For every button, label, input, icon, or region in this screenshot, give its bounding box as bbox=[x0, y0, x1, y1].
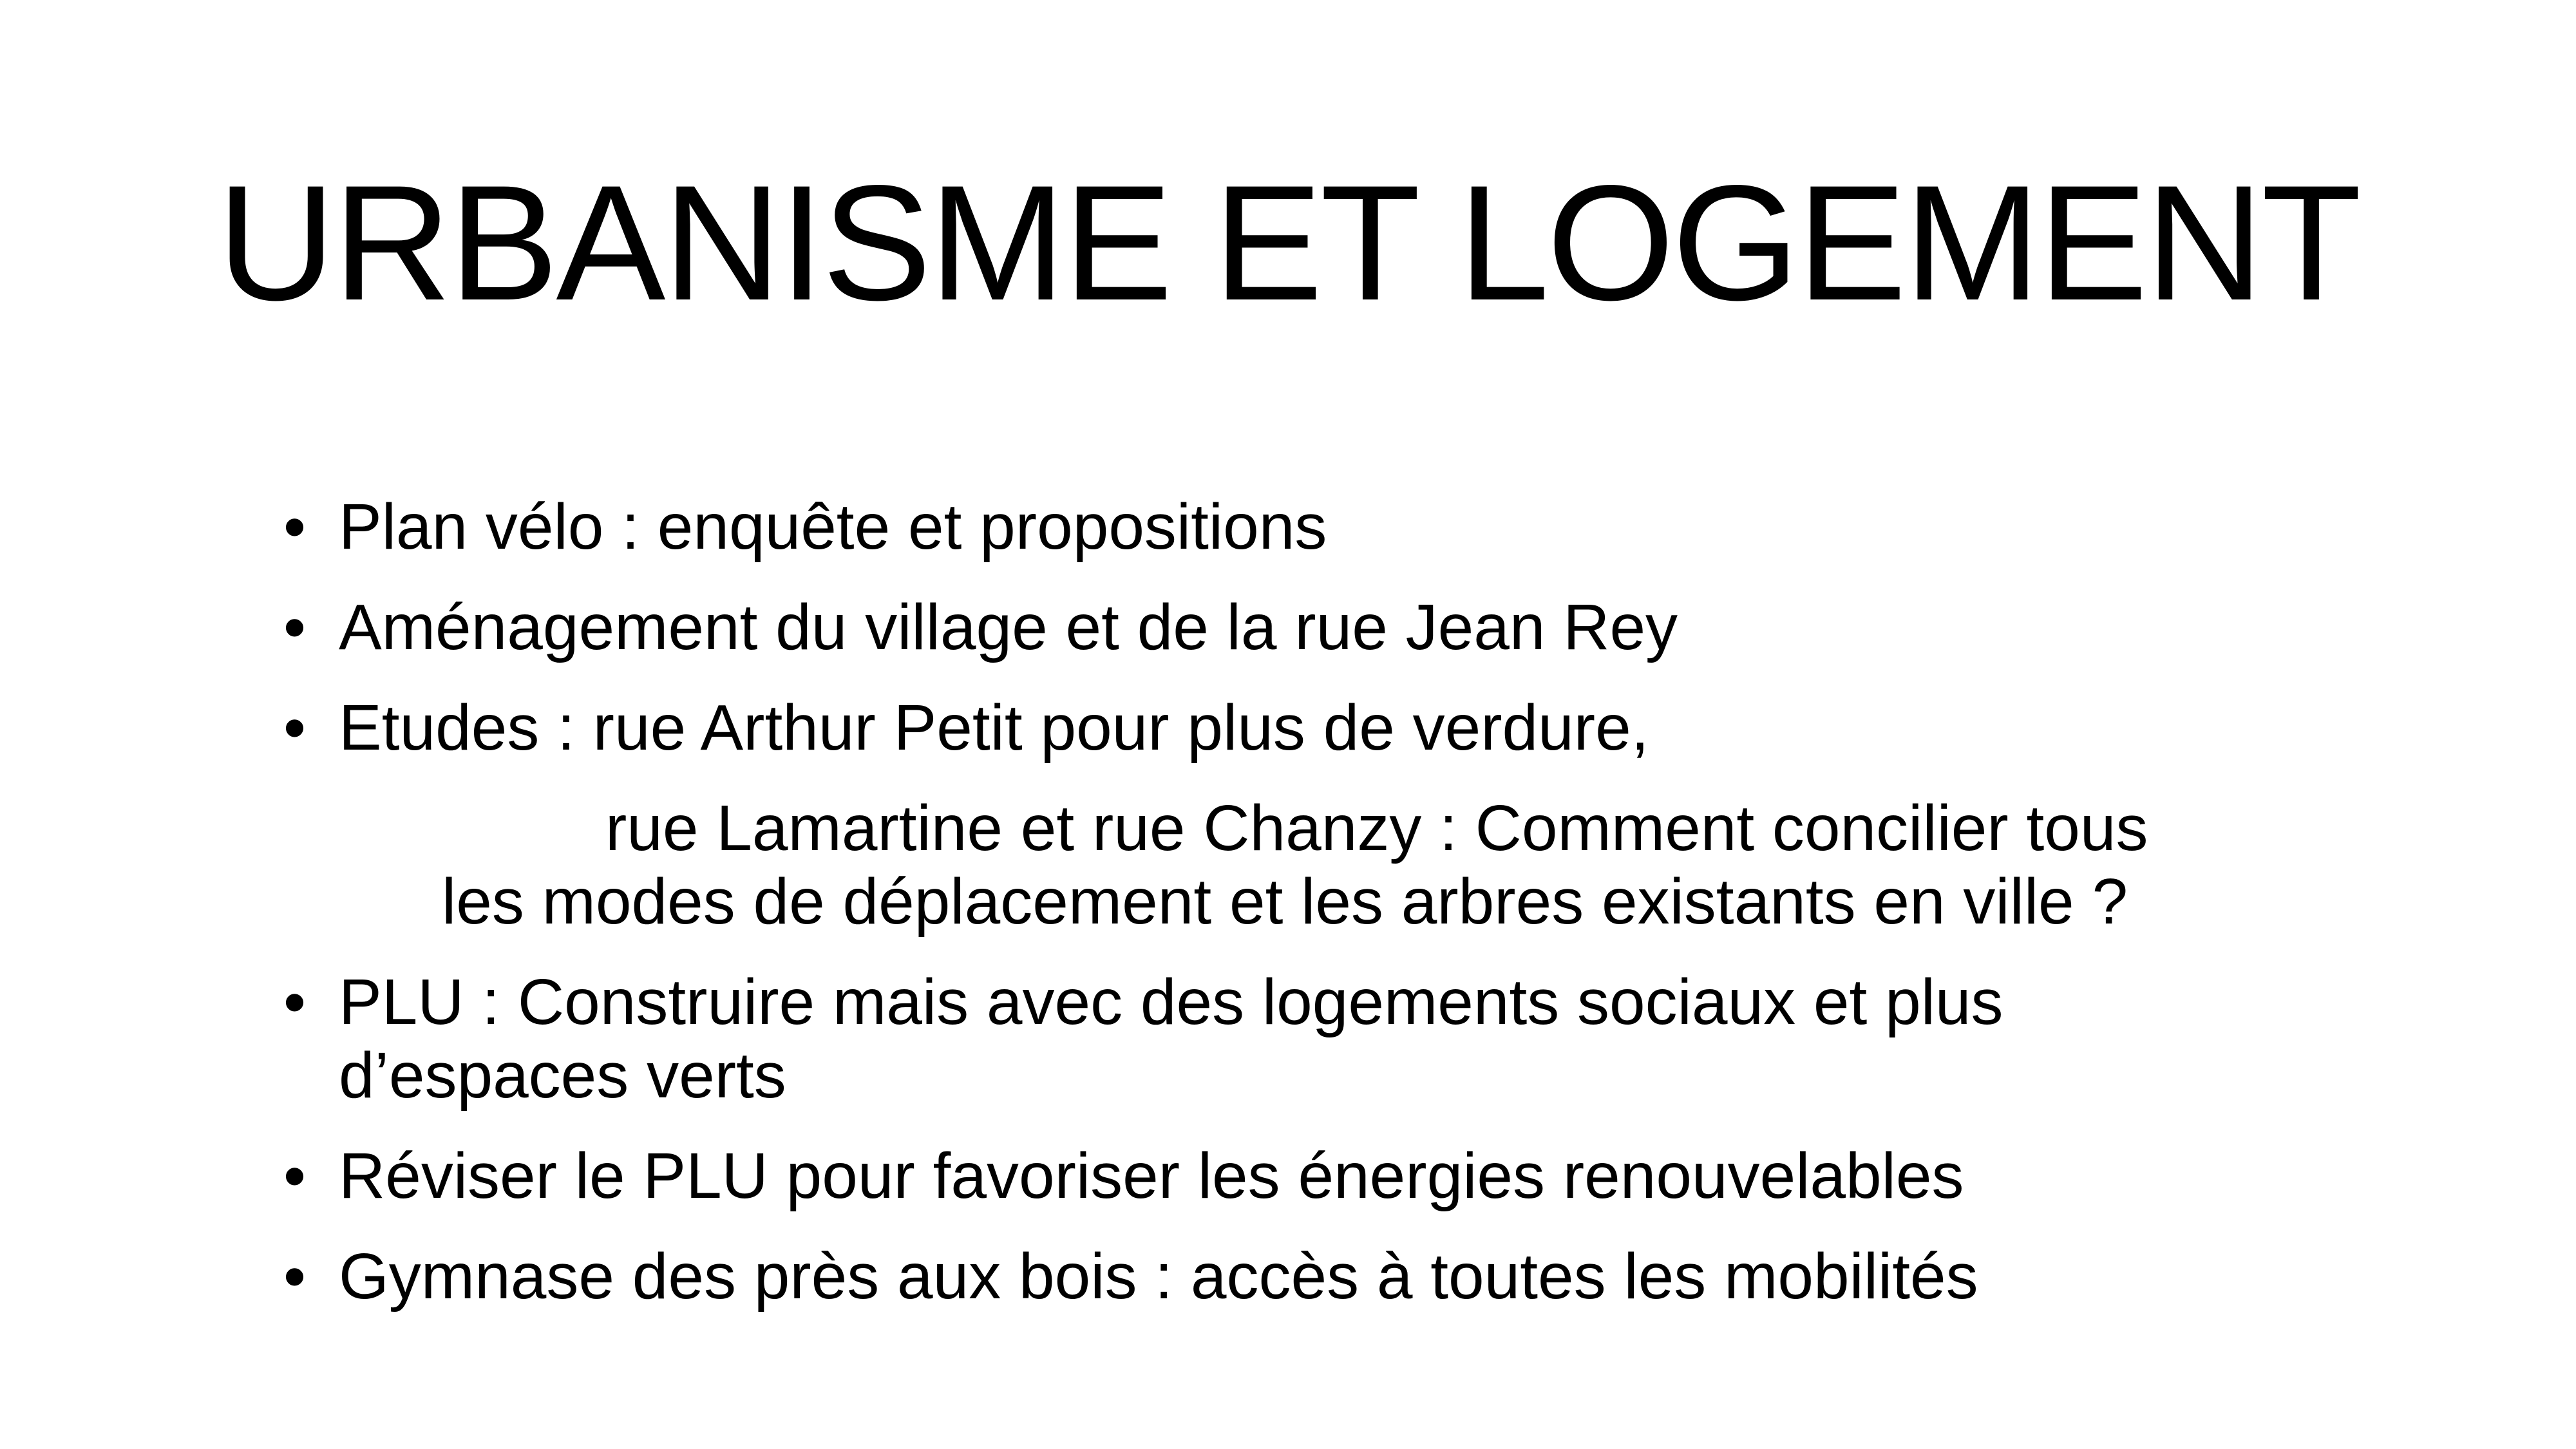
bullet-text: PLU : Construire mais avec des logements sociaux et plus bbox=[339, 966, 2003, 1038]
bullet-continuation: rue Lamartine et rue Chanzy : Comment concilier tous bbox=[605, 792, 2148, 864]
bullet-icon: • bbox=[283, 591, 307, 663]
bullet-continuation: d’espaces verts bbox=[339, 1039, 786, 1112]
bullet-icon: • bbox=[283, 692, 307, 764]
bullet-icon: • bbox=[283, 491, 307, 563]
bullet-icon: • bbox=[283, 1140, 307, 1212]
bullet-icon: • bbox=[283, 1240, 307, 1312]
bullet-text: Plan vélo : enquête et propositions bbox=[339, 491, 1327, 563]
bullet-text: Etudes : rue Arthur Petit pour plus de verdure, bbox=[339, 692, 1649, 764]
bullet-icon: • bbox=[283, 966, 307, 1038]
slide-title: URBANISME ET LOGEMENT bbox=[216, 151, 2359, 335]
bullet-text: Aménagement du village et de la rue Jean Rey bbox=[339, 591, 1678, 663]
bullet-text: Gymnase des près aux bois : accès à toutes les mobilités bbox=[339, 1240, 1978, 1312]
bullet-continuation: les modes de déplacement et les arbres existants en ville ? bbox=[442, 866, 2128, 938]
bullet-text: Réviser le PLU pour favoriser les énergies renouvelables bbox=[339, 1140, 1964, 1212]
